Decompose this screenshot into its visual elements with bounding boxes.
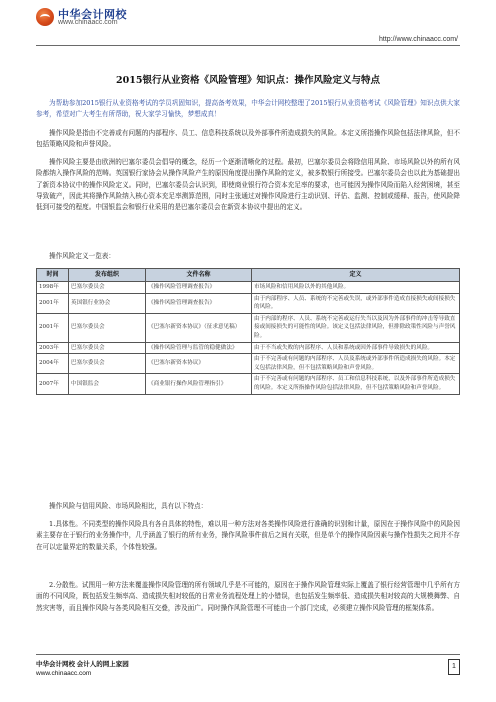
definition-paragraph: 操作风险是指由不完善或有问题的内部程序、员工、信息科技系统以及外部事件所造成损失的风险。本定义所指操作风险包括法律风险，但不包括策略风险和声誉风险。 [36,129,460,149]
background-paragraph: 操作风险主要是由欧洲的巴塞尔委员会倡导的概念，经历一个逐渐清晰化的过程。最初，巴塞尔委员会将除信用风险、市场风险以外的所有风险都纳入操作风险的范畴。英国银行家协会从操作风险产生的原因角度提出操作风险的定义，被多数银行所接受。巴塞尔委员会也以此为基础提出了新资本协议中的操作风险定义。同时，巴塞尔委员会认识到，即使商业银行符合资本充足率的要求，也可能因为操作风险而陷入经营困境，甚至导致破产，因此其将操作风险纳入核心资本充足率测算范围，同时主张通过对操作风险进行主动识别、评估、监测、控制或缓释、报告，使风险降低到可接受的程度。中国银监会和银行业采用的是巴塞尔委员会在新资本协议中提出的定义。 [36,158,460,212]
cell-doc: 《操作风险管理与监管的稳健做法》 [146,342,252,354]
table-header-row [37,269,460,282]
logo-text: 中华会计网校 [58,9,127,21]
cell-time: 2003年 [37,342,69,354]
table-row [37,282,460,294]
table-caption: 操作风险定义一览表： [49,252,115,260]
column-header-doc: 文件名称 [146,269,252,282]
intro-paragraph: 为帮助参加2015银行从业资格考试的学员巩固知识，提高备考效果，中华会计网校整理了2015银行从业资格考试《风险管理》知识点供大家参考，希望对广大考生有所帮助，祝大家学习愉快，梦想成真！ [36,99,460,119]
cell-doc: 《巴塞尔新资本协议》 [146,354,252,374]
cell-doc: 《巴塞尔新资本协议》（征求意见稿） [146,313,252,342]
column-header-org: 发布组织 [69,269,146,282]
cell-doc: 《商业银行操作风险管理指引》 [146,374,252,394]
definition-table [36,268,460,395]
cell-doc: 《操作风险管理调查报告》 [146,293,252,313]
table-row [37,342,460,354]
cell-definition: 由于不完善或有问题的内部程序、员工和信息科技系统，以及外部事件所造成损失的风险。本定义所指操作风险包括法律风险，但不包括策略风险和声誉风险。 [252,374,460,394]
logo-url: www.chinaacc.com [58,19,118,26]
column-header-definition: 定义 [252,269,460,282]
page-header [0,0,496,46]
cell-doc: 《操作风险管理调查报告》 [146,282,252,294]
table-row [37,354,460,374]
cell-definition: 由于内部的程序、人员、系统不完善或运行失当以及因为外部事件的冲击等导致直接或间接损失的可能性的风险。该定义包括法律风险，但排除政策性风险与声誉风险。 [252,313,460,342]
point-specificity: 1.具体性。不同类型的操作风险具有各自具体的特性，难以用一种方法对各类操作风险进行准确的识别和计量，原因在于操作风险中的风险因素主要存在于银行的业务操作中，几乎涵盖了银行的所有业务，操作风险事件前后之间有关联，但是单个的操作风险因素与操作性损失之间并不存在可以定量界定的数量关系，个体性较强。 [36,520,460,551]
cell-definition: 由于内部程序、人员、系统的不完善或失误，或外部事件造成直接损失或间接损失的风险。 [252,293,460,313]
point-dispersion: 2.分散性。试图用一种方法来覆盖操作风险管理的所有领域几乎是不可能的，原因在于操作风险管理实际上覆盖了银行经营管理中几乎所有方面的不同风险，既包括发生频率高、造成损失相对较低的日常业务流程处理上的小错误，也包括发生频率低、造成损失相对较高的大规模舞弊、自然灾害等，而且操作风险与各类风险相互交叠，涉及面广。同时操作风险管理不可能由一个部门完成，必须建立操作风险管理的框架体系。 [36,581,460,612]
document-title: 2015银行从业资格《风险管理》知识点：操作风险定义与特点 [116,75,380,86]
cell-time: 2007年 [37,374,69,394]
cell-time: 1998年 [37,282,69,294]
logo-icon [36,8,54,26]
cell-org: 巴塞尔委员会 [69,282,146,294]
cell-time: 2001年 [37,313,69,342]
cell-definition: 由于不完善或有问题的内部程序、人员及系统或外部事件所造成损失的风险。本定义包括法律风险，但不包括策略风险和声誉风险。 [252,354,460,374]
table-row [37,293,460,313]
cell-time: 2004年 [37,354,69,374]
cell-org: 英国银行业协会 [69,293,146,313]
table-row [37,313,460,342]
header-url[interactable]: http://www.chinaacc.com/ [379,36,458,43]
column-header-time: 时间 [37,269,69,282]
table-row [37,374,460,394]
cell-definition: 市场风险和信用风险以外的其他风险。 [252,282,460,294]
cell-time: 2001年 [37,293,69,313]
footer-url[interactable]: www.chinaacc.com [36,670,92,677]
cell-definition: 由于不当或失败的内部程序、人员和系统或因外部事件导致损失的风险。 [252,342,460,354]
comparison-intro: 操作风险与信用风险、市场风险相比，具有以下特点： [49,502,208,510]
cell-org: 巴塞尔委员会 [69,354,146,374]
header-divider [36,45,460,46]
cell-org: 巴塞尔委员会 [69,313,146,342]
cell-org: 中国银监会 [69,374,146,394]
footer-divider [36,654,460,655]
cell-org: 巴塞尔委员会 [69,342,146,354]
page-number: 1 [448,659,460,675]
footer-site: 中华会计网校 会计人的网上家园 [36,661,129,668]
